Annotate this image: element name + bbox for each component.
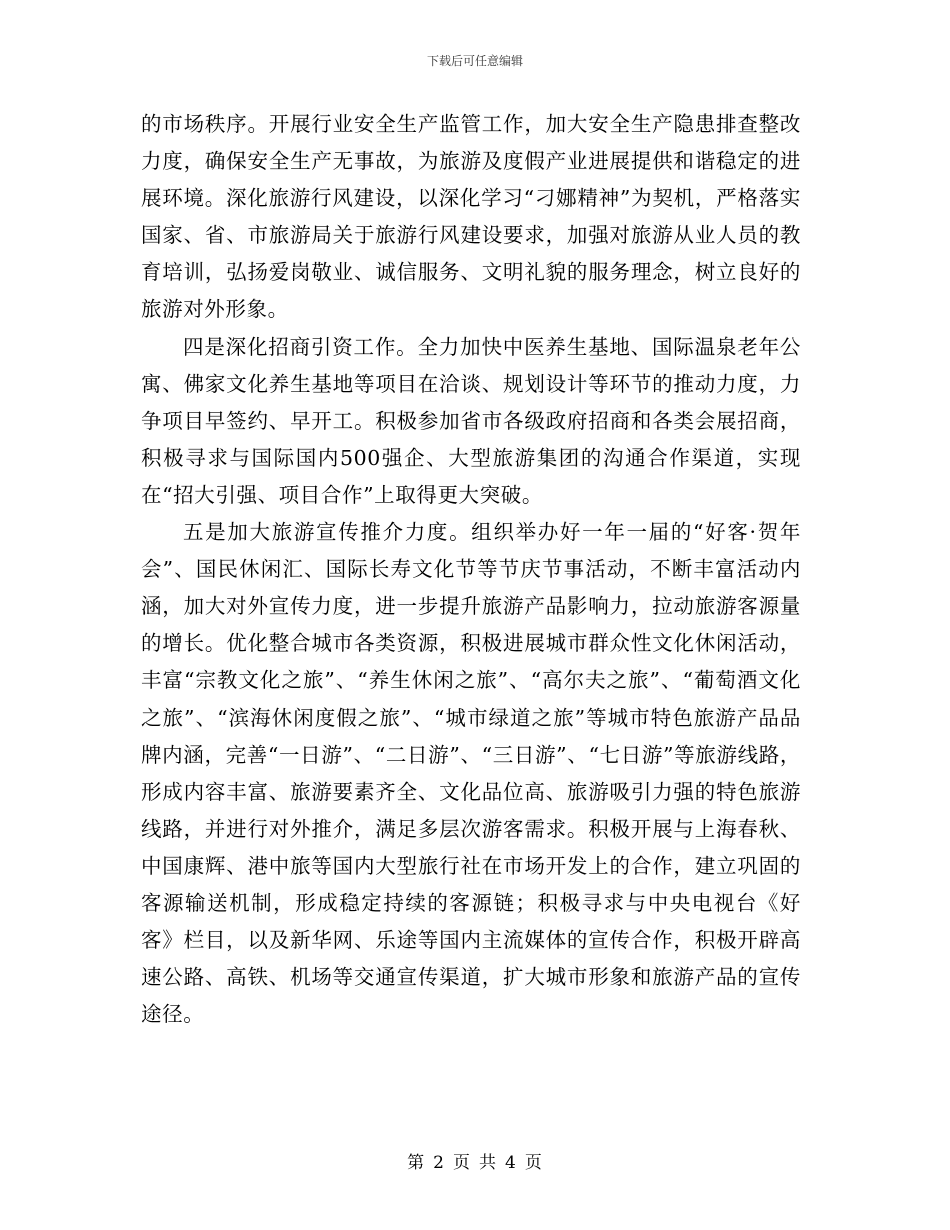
paragraph-investment: 四是深化招商引资工作。全力加快中医养生基地、国际温泉老年公寓、佛家文化养生基地等项目在洽谈、规划设计等环节的推动力度，力争项目早签约、早开工。积极参加省市各级政府招商和各类会展招商，积极寻求与国际国内500强企、大型旅游集团的沟通合作渠道，实现在“招大引强、项目合作”上取得更大突破。 [141,334,801,507]
footer-page-word: 页 [453,1153,471,1173]
page-header: 下载后可任意编辑 [426,54,523,68]
paragraph-continuation: 的市场秩序。开展行业安全生产监管工作，加大安全生产隐患排查整改力度，确保安全生产无事故，为旅游及度假产业进展提供和谐稳定的进展环境。深化旅游行风建设，以深化学习“刁娜精神”为契机，严格落实国家、省、市旅游局关于旅游行风建设要求，加强对旅游从业人员的教育培训，弘扬爱岗敬业、诚信服务、文明礼貌的服务理念，树立良好的旅游对外形象。 [141,112,801,322]
footer-suffix: 页 [524,1153,543,1173]
document-body [141,106,801,1033]
footer-current-page: 2 [433,1153,445,1173]
paragraph-promotion: 五是加大旅游宣传推介力度。组织举办好一年一届的“好客·贺年会”、国民休闲汇、国际长寿文化节等节庆节事活动，不断丰富活动内涵，加大对外宣传力度，进一步提升旅游产品影响力，拉动旅游客源量的增长。优化整合城市各类资源，积极进展城市群众性文化休闲活动，丰富“宗教文化之旅”、“养生休闲之旅”、“高尔夫之旅”、“葡萄酒文化之旅”、“滨海休闲度假之旅”、“城市绿道之旅”等城市特色旅游产品品牌内涵，完善“一日游”、“二日游”、“三日游”、“七日游”等旅游线路，形成内容丰富、旅游要素齐全、文化品位高、旅游吸引力强的特色旅游线路，并进行对外推介，满足多层次游客需求。积极开展与上海春秋、中国康辉、港中旅等国内大型旅行社在市场开发上的合作，建立巩固的客源输送机制，形成稳定持续的客源链；积极寻求与中央电视台《好客》栏目，以及新华网、乐途等国内主流媒体的宣传合作，积极开辟高速公路、高铁、机场等交通宣传渠道，扩大城市形象和旅游产品的宣传途径。 [141,520,801,1027]
footer-total-pages: 4 [505,1153,517,1173]
footer-prefix: 第 [407,1153,426,1173]
footer-total-word: 共 [479,1153,497,1173]
page-footer [0,1152,950,1174]
